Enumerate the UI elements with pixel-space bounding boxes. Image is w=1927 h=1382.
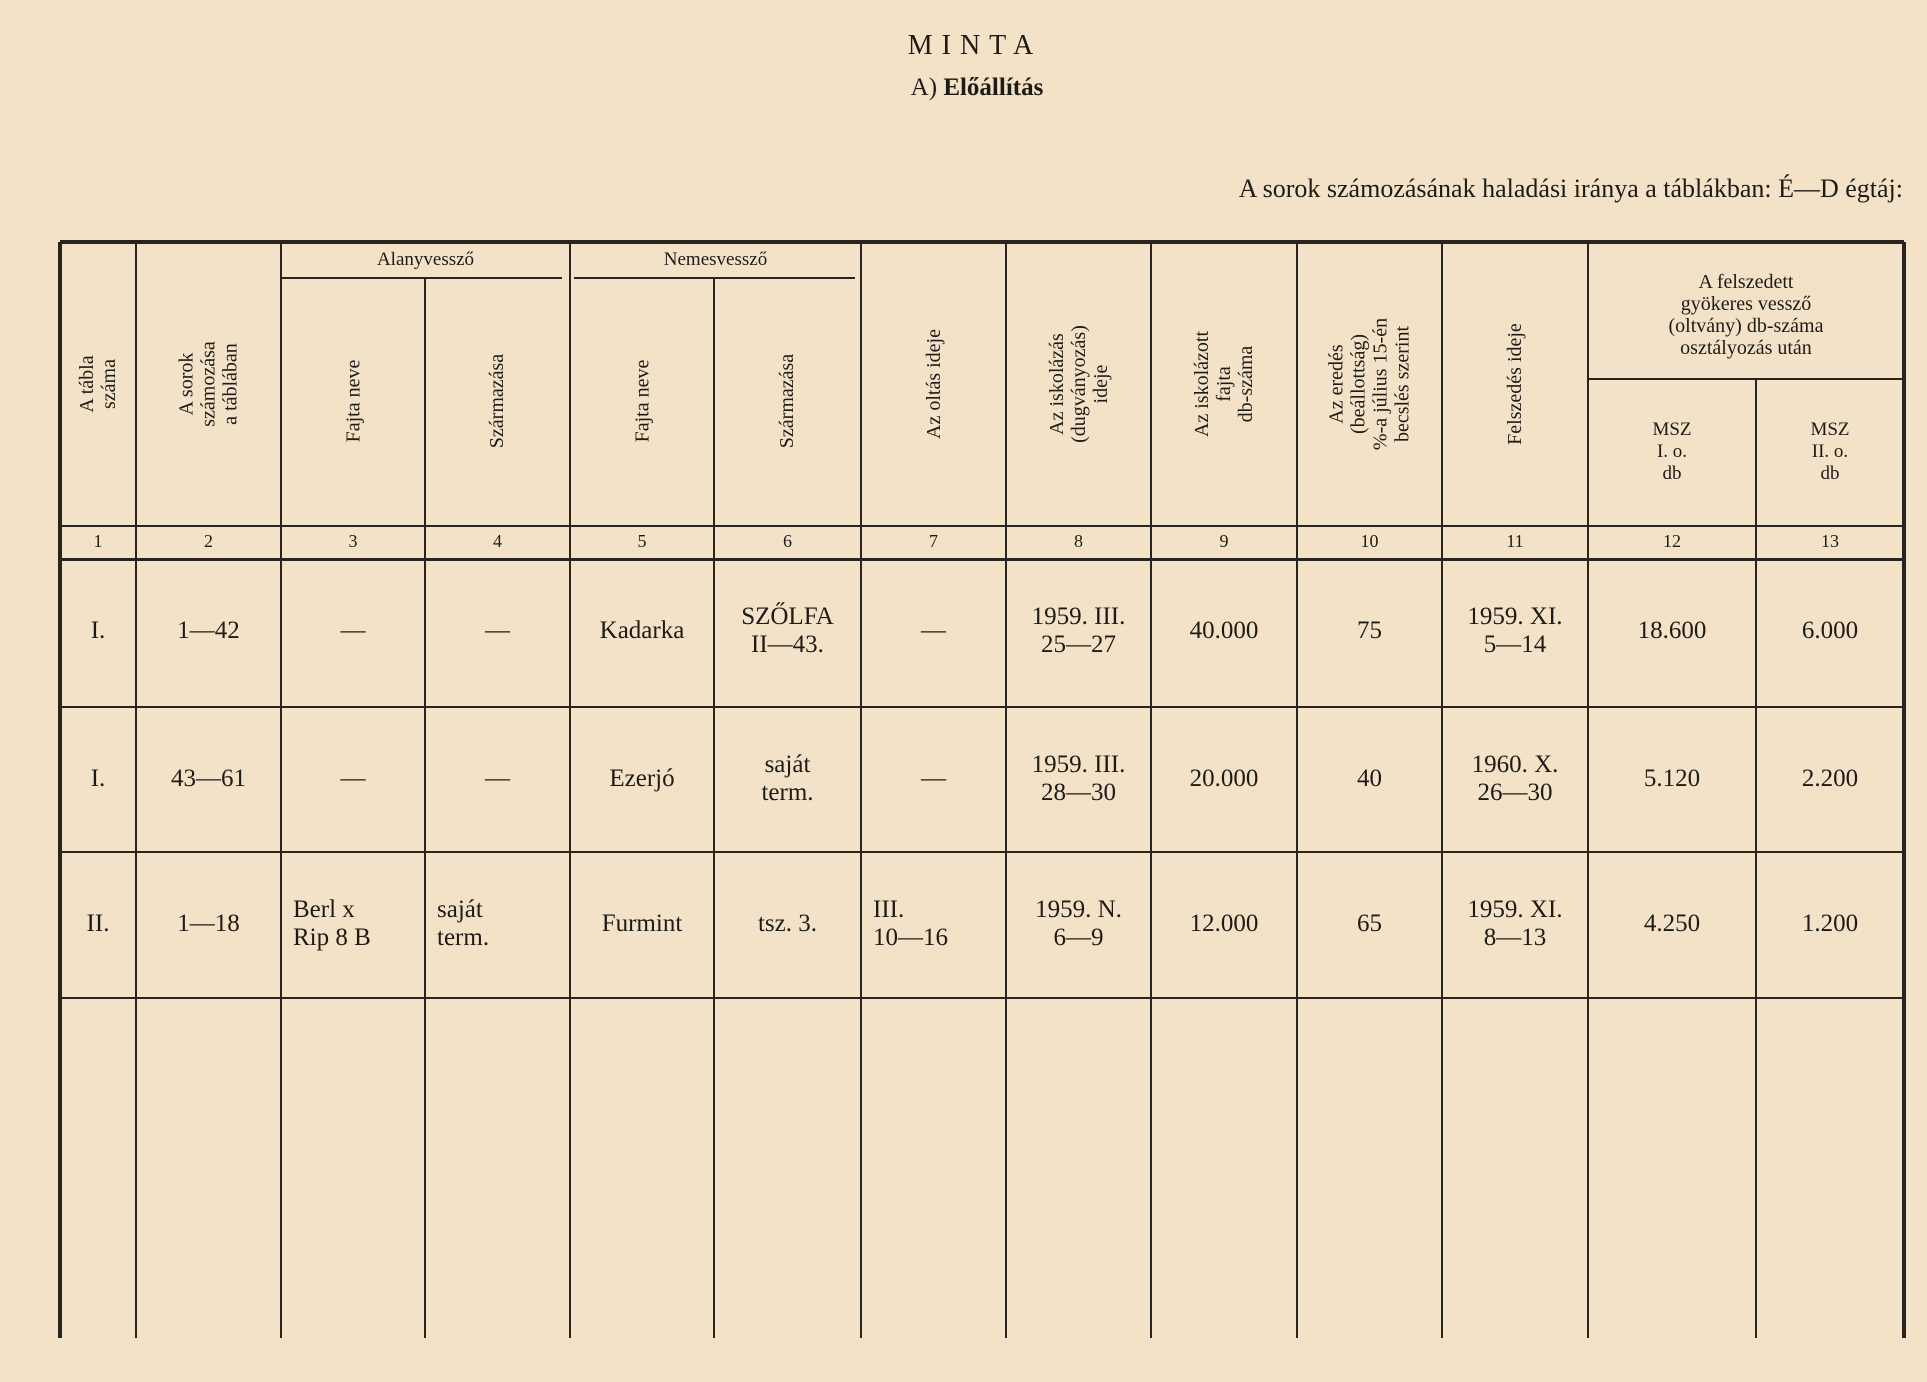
column-header-label: Az iskolázás (dugványozás) ideje xyxy=(1045,324,1112,443)
column-header-label: Származása xyxy=(486,353,509,449)
table-cell: — xyxy=(340,765,366,792)
table-cell: Ezerjó xyxy=(609,765,675,792)
table-cell: 12.000 xyxy=(1189,910,1259,937)
table-cell: 43—61 xyxy=(171,765,246,792)
table-cell: Furmint xyxy=(601,910,683,937)
column-number: 10 xyxy=(1360,531,1379,551)
group-header-felszedett: A felszedett gyökeres vessző (oltvány) db-száma osztályozás után xyxy=(1668,271,1824,359)
table-cell: 6.000 xyxy=(1801,617,1859,644)
column-number: 13 xyxy=(1821,531,1839,551)
direction-note: A sorok számozásának haladási iránya a táblákban: É—D égtáj: xyxy=(1238,174,1903,203)
table-cell: tsz. 3. xyxy=(757,910,818,937)
table-cell: 1—18 xyxy=(177,910,240,937)
table-cell: II. xyxy=(86,910,110,937)
table-cell: I. xyxy=(90,765,106,792)
column-header-label: A tábla száma xyxy=(76,354,120,413)
table-cell: 1959. III. 25—27 xyxy=(1031,603,1126,658)
table-cell: 1960. X. 26—30 xyxy=(1471,751,1559,806)
table-cell: 1959. III. 28—30 xyxy=(1031,751,1126,806)
table-cell: 1959. XI. 5—14 xyxy=(1467,603,1563,658)
column-header-label: Az iskolázott fajta db-száma xyxy=(1191,330,1257,437)
group-header-alanyvesszo: Alanyvessző xyxy=(376,248,475,270)
column-header-label: A sorok számozása a táblában xyxy=(175,340,242,427)
row-separator xyxy=(60,997,1904,999)
table-cell: SZŐLFA II—43. xyxy=(741,603,834,658)
column-header-3 xyxy=(281,283,425,519)
table-cell: 65 xyxy=(1357,910,1382,937)
column-number: 5 xyxy=(637,531,647,551)
table-cell: saját term. xyxy=(761,751,814,806)
column-number: 8 xyxy=(1074,531,1083,551)
column-header-11 xyxy=(1442,248,1588,519)
column-number: 7 xyxy=(929,531,938,551)
felszedett-group-rule xyxy=(1588,378,1904,380)
table-cell: 4.250 xyxy=(1643,910,1701,937)
table-cell: 2.200 xyxy=(1801,765,1859,792)
group-header-nemesvesszo: Nemesvessző xyxy=(663,248,768,270)
alany-group-rule xyxy=(281,277,562,279)
subtitle-bold: Előállítás xyxy=(943,74,1044,101)
table-cell: Kadarka xyxy=(599,617,685,644)
column-number: 9 xyxy=(1219,531,1229,551)
table-cell: — xyxy=(921,765,946,792)
column-header-1 xyxy=(60,248,136,519)
column-header-label: Felszedés ideje xyxy=(1504,322,1526,445)
table-cell: 20.000 xyxy=(1189,765,1259,792)
table-cell: 75 xyxy=(1357,617,1382,644)
column-header-9 xyxy=(1151,248,1297,519)
column-number: 1 xyxy=(93,531,103,551)
column-header-4 xyxy=(425,283,570,519)
column-number: 3 xyxy=(348,531,358,551)
column-header-10 xyxy=(1297,248,1442,519)
column-number: 6 xyxy=(783,531,792,551)
table-cell: 40 xyxy=(1357,765,1382,792)
table-cell: — xyxy=(485,617,510,644)
column-header-label: Fajta neve xyxy=(631,359,653,443)
column-number: 2 xyxy=(204,531,213,551)
table-cell: I. xyxy=(90,617,106,644)
column-number: 12 xyxy=(1663,531,1681,551)
table-cell: 1959. N. 6—9 xyxy=(1035,896,1122,951)
column-header-label: Az eredés (beállottság) %-a július 15-én becslés szerint xyxy=(1325,317,1414,450)
table-cell: 1959. XI. 8—13 xyxy=(1467,896,1563,951)
page-title: MINTA xyxy=(907,30,1043,61)
table-cell: Berl x Rip 8 B xyxy=(293,896,371,951)
column-header-8 xyxy=(1006,248,1151,519)
table-cell: — xyxy=(485,765,510,792)
column-header-label: Származása xyxy=(776,353,799,449)
table-cell: 5.120 xyxy=(1643,765,1701,792)
column-header-7 xyxy=(861,248,1006,519)
column-number: 11 xyxy=(1506,531,1524,551)
column-header-2 xyxy=(136,248,281,519)
column-header-label: Az oltás ideje xyxy=(922,328,945,439)
table-cell: 1.200 xyxy=(1801,910,1859,937)
subtitle-prefix: A) xyxy=(910,74,938,101)
column-number: 4 xyxy=(493,531,502,551)
column-header-12: MSZ I. o. db xyxy=(1652,418,1692,484)
table-cell: III. 10—16 xyxy=(873,896,948,951)
column-header-13: MSZ II. o. db xyxy=(1810,418,1850,484)
table-cell: 18.600 xyxy=(1637,617,1707,644)
table-cell: — xyxy=(340,617,366,644)
table-cell: 1—42 xyxy=(177,617,240,644)
column-header-6 xyxy=(714,283,861,519)
table-cell: saját term. xyxy=(437,896,490,951)
table-cell: 40.000 xyxy=(1189,617,1259,644)
column-header-label: Fajta neve xyxy=(342,359,364,443)
column-header-5 xyxy=(570,283,714,519)
table-cell: — xyxy=(921,617,946,644)
